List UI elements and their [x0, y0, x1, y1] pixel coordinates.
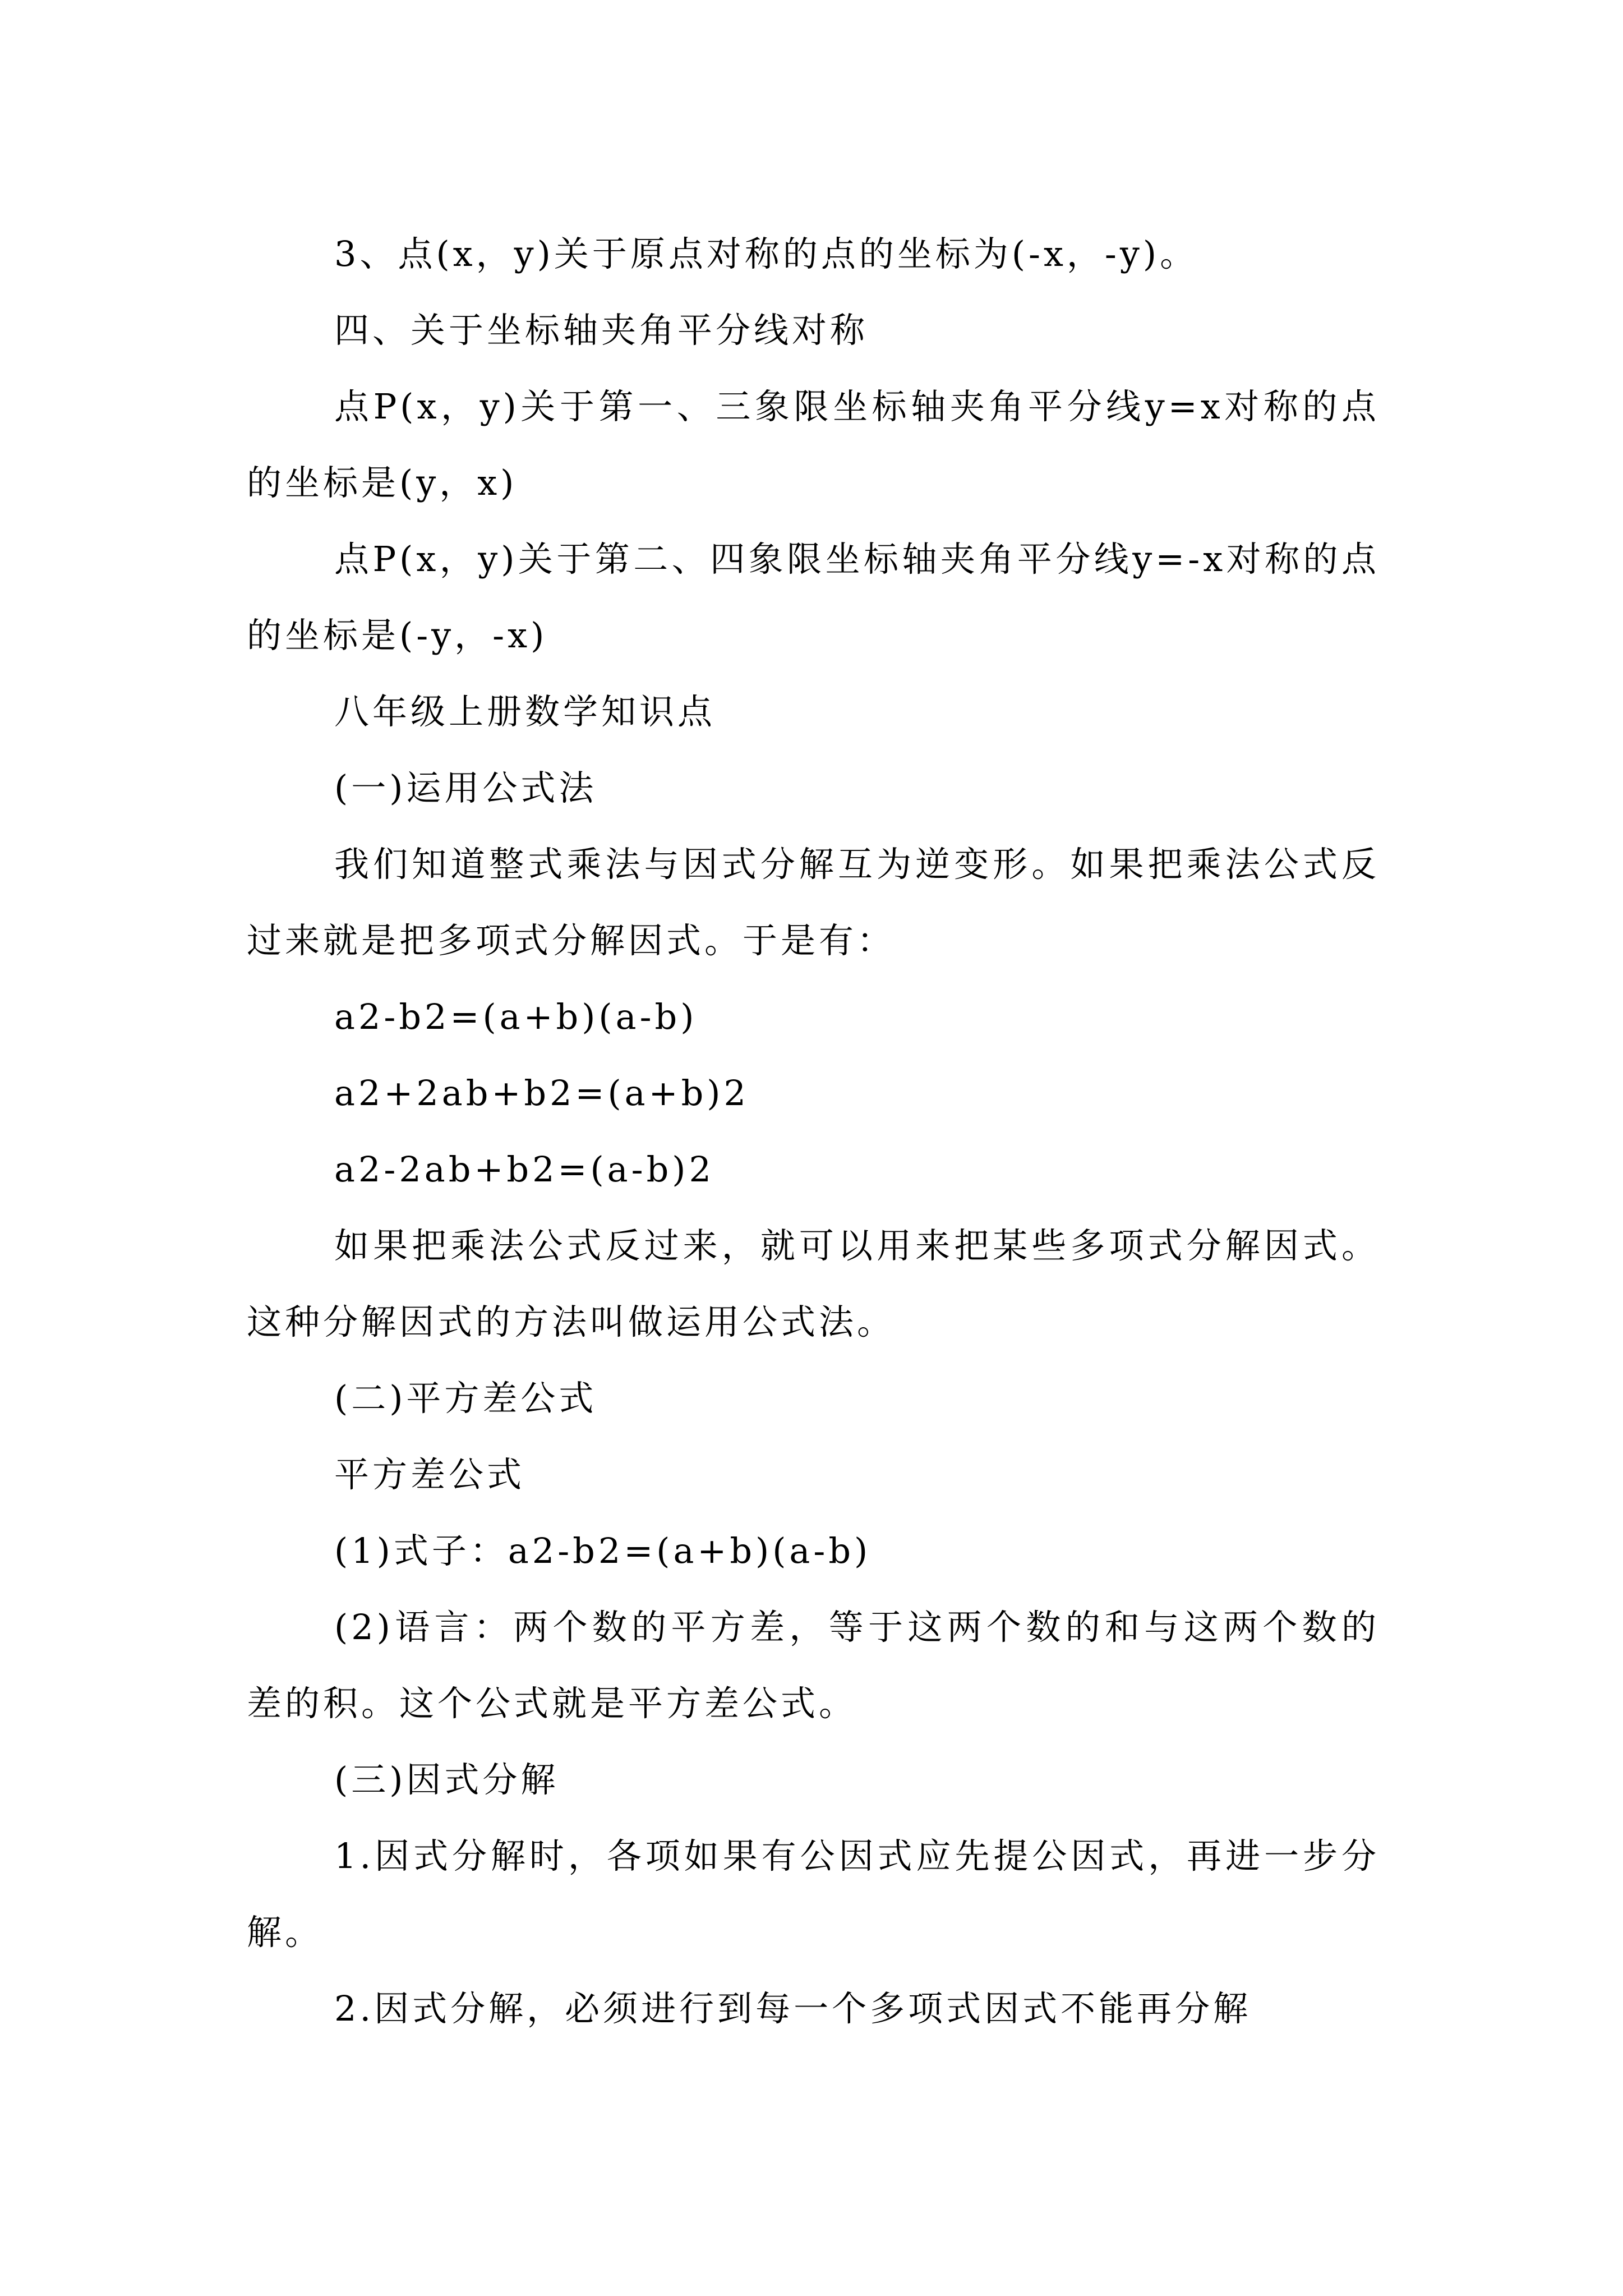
paragraph: 1.因式分解时，各项如果有公因式应先提公因式，再进一步分解。: [247, 1835, 1380, 1953]
paragraph: 我们知道整式乘法与因式分解互为逆变形。如果把乘法公式反过来就是把多项式分解因式。于是有：: [247, 844, 1380, 961]
paragraph: (1)式子：a2-b2=(a+b)(a-b): [334, 1530, 872, 1571]
paragraph: 3、点(x，y)关于原点对称的点的坐标为(-x，-y)。: [334, 233, 1198, 274]
subsection-heading: (三)因式分解: [334, 1759, 559, 1800]
paragraph: 平方差公式: [334, 1454, 525, 1495]
document-body: [247, 216, 1380, 2047]
paragraph: 点P(x，y)关于第二、四象限坐标轴夹角平分线y=-x对称的点的坐标是(-y，-x): [247, 539, 1380, 656]
paragraph: 2.因式分解，必须进行到每一个多项式因式不能再分解: [334, 1988, 1252, 2029]
paragraph: (2)语言：两个数的平方差，等于这两个数的和与这两个数的差的积。这个公式就是平方差公式。: [247, 1607, 1380, 1724]
subsection-heading: (二)平方差公式: [334, 1378, 597, 1419]
paragraph: 点P(x，y)关于第一、三象限坐标轴夹角平分线y=x对称的点的坐标是(y，x): [247, 386, 1380, 503]
paragraph: 如果把乘法公式反过来，就可以用来把某些多项式分解因式。这种分解因式的方法叫做运用公式法。: [247, 1225, 1380, 1342]
section-heading: 四、关于坐标轴夹角平分线对称: [334, 310, 869, 351]
formula-line: a2-b2=(a+b)(a-b): [334, 996, 698, 1037]
section-heading: 八年级上册数学知识点: [334, 691, 716, 732]
subsection-heading: (一)运用公式法: [334, 767, 597, 808]
formula-line: a2+2ab+b2=(a+b)2: [334, 1073, 749, 1114]
formula-line: a2-2ab+b2=(a-b)2: [334, 1149, 714, 1190]
